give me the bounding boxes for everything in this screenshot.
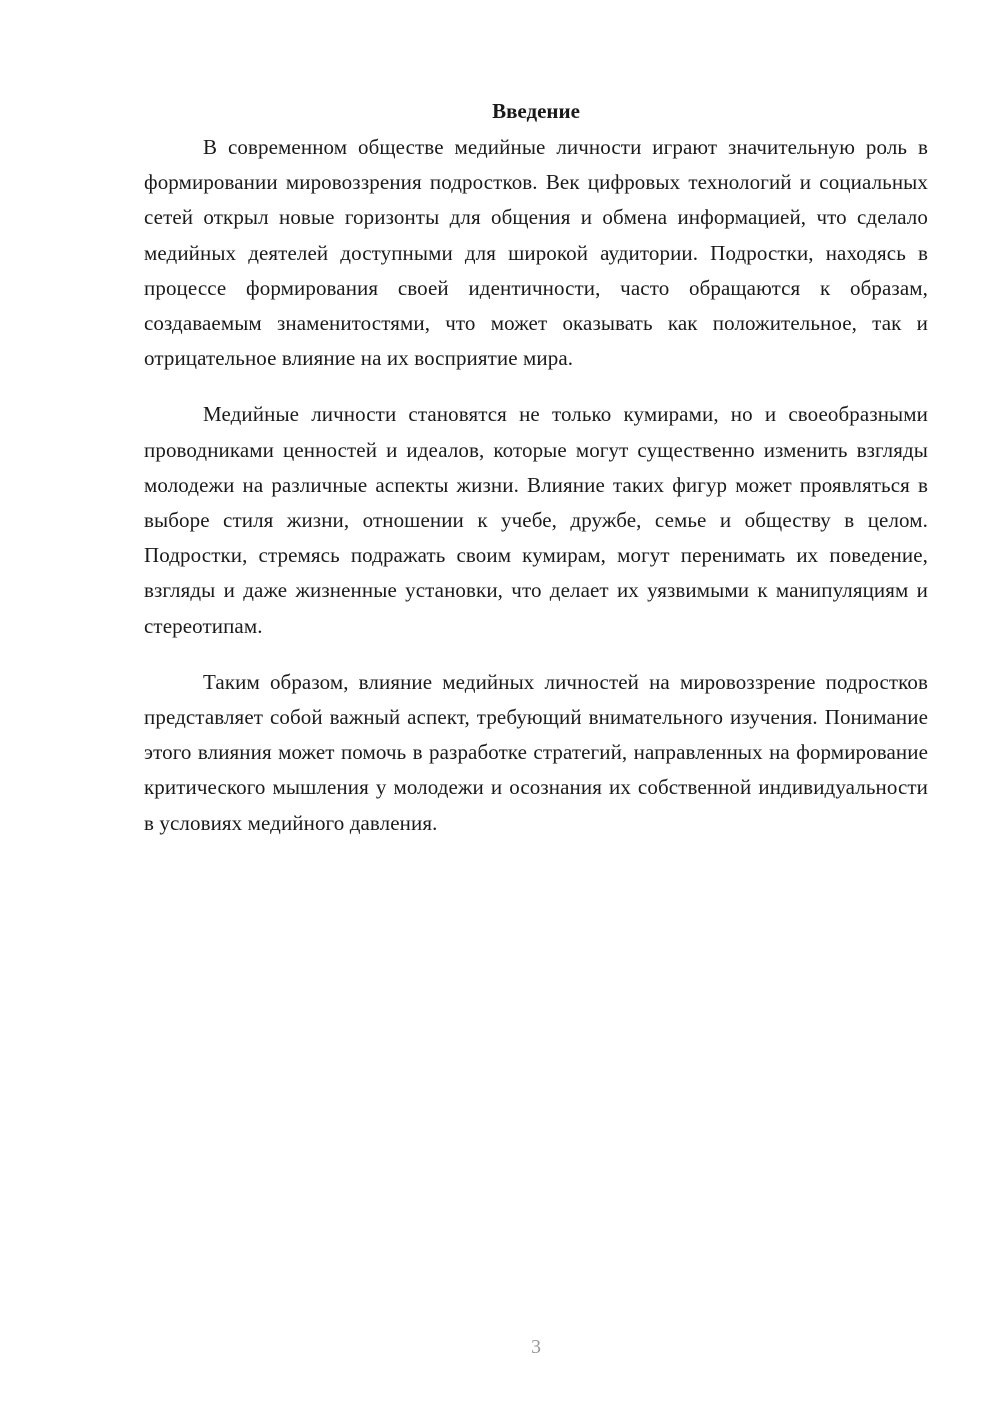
section-title: Введение (492, 99, 580, 123)
paragraph-3: Таким образом, влияние медийных личностей на мировоззрение подростков представляет собой важный аспект, требующий внимательного изучения. Понимание этого влияния может помочь в разработке стратегий, направленных на формирование критического мышления у молодежи и осознания их собственной индивидуальности в условиях медийного давления. (144, 669, 928, 835)
paragraph-2: Медийные личности становятся не только кумирами, но и своеобразными проводниками ценностей и идеалов, которые могут существенно изменить взгляды молодежи на различные аспекты жизни. Влияние таких фигур может проявляться в выборе стиля жизни, отношении к учебе, дружбе, семье и обществу в целом. Подростки, стремясь подражать своим кумирам, могут перенимать их поведение, взгляды и даже жизненные установки, что делает их уязвимыми к манипуляциям и стереотипам. (144, 402, 928, 638)
paragraph-1: В современном обществе медийные личности играют значительную роль в формировании мировоззрения подростков. Век цифровых технологий и социальных сетей открыл новые горизонты для общения и обмена информацией, что сделало медийных деятелей доступными для широкой аудитории. Подростки, находясь в процессе формирования своей идентичности, часто обращаются к образам, создаваемым знаменитостями, что может оказывать как положительное, так и отрицательное влияние на их восприятие мира. (144, 135, 928, 371)
page-content (144, 96, 928, 862)
page-number: 3 (531, 1336, 541, 1358)
